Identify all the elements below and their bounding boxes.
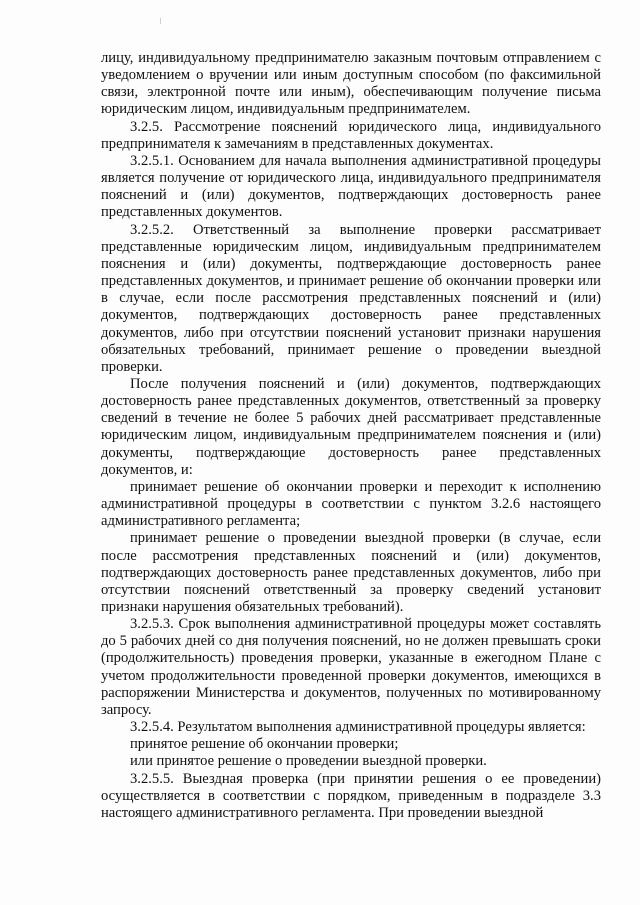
paragraph-8: 3.2.5.3. Срок выполнения административной процедуры может составлять до 5 рабочих дней со дня получения пояснений, но не должен превышать сроки (продолжительность) проведения проверки, указанные в ежегодном Плане с учетом продолжительности проведенной проверки документов, имеющихся в распоряжении Министерства и документов, полученных по мотивированному запросу.	[101, 616, 601, 718]
scan-mark	[160, 18, 161, 24]
paragraph-5: После получения пояснений и (или) документов, подтверждающих достоверность ранее представленных документов, ответственный за проверку сведений в течение не более 5 рабочих дней рассматривает представленные юридическим лицом, индивидуальным предпринимателем пояснения и (или) документы, подтверждающие достоверность ранее представленных документов, и:	[101, 375, 601, 478]
paragraph-4: 3.2.5.2. Ответственный за выполнение проверки рассматривает представленные юридическим лицом, индивидуальным предпринимателем пояснения и (или) документы, подтверждающие достоверность ранее представленных документов, и принимает решение об окончании проверки или в случае, если после рассмотрения представленных пояснений и (или) документов, подтверждающих достоверность ранее представленных документов, либо при отсутствии пояснений установит признаки нарушения обязательных требований, принимает решение о проведении выездной проверки.	[101, 221, 601, 375]
paragraph-6: принимает решение об окончании проверки и переходит к исполнению административной процедуры в соответствии с пунктом 3.2.6 настоящего административного регламента;	[101, 478, 601, 530]
paragraph-7: принимает решение о проведении выездной проверки (в случае, если после рассмотрения представленных пояснений и (или) документов, подтверждающих достоверность ранее представленных документов, либо при отсутствии пояснений ответственный за проверку сведений установит признаки нарушения обязательных требований).	[101, 530, 601, 615]
paragraph-11: или принятое решение о проведении выездной проверки.	[130, 753, 487, 770]
paragraph-3: 3.2.5.1. Основанием для начала выполнения административной процедуры является получение от юридического лица, индивидуального предпринимателя пояснений и (или) документов, подтверждающих достоверность ранее представленных документов.	[101, 152, 601, 221]
paragraph-2: 3.2.5. Рассмотрение пояснений юридического лица, индивидуального предпринимателя к замечаниям в представленных документах.	[101, 118, 601, 152]
paragraph-12: 3.2.5.5. Выездная проверка (при принятии решения о ее проведении) осуществляется в соответствии с порядком, приведенным в подразделе 3.3 настоящего административного регламента. При проведении выездной	[101, 770, 601, 821]
paragraph-1: лицу, индивидуальному предпринимателю заказным почтовым отправлением с уведомлением о вручении или иным доступным способом (по факсимильной связи, электронной почте или иным), обеспечивающим получение письма юридическим лицом, индивидуальным предпринимателем.	[101, 50, 601, 118]
document-body	[101, 50, 601, 822]
paragraph-10: принятое решение об окончании проверки;	[130, 736, 399, 753]
paragraph-9: 3.2.5.4. Результатом выполнения административной процедуры является:	[130, 719, 586, 736]
